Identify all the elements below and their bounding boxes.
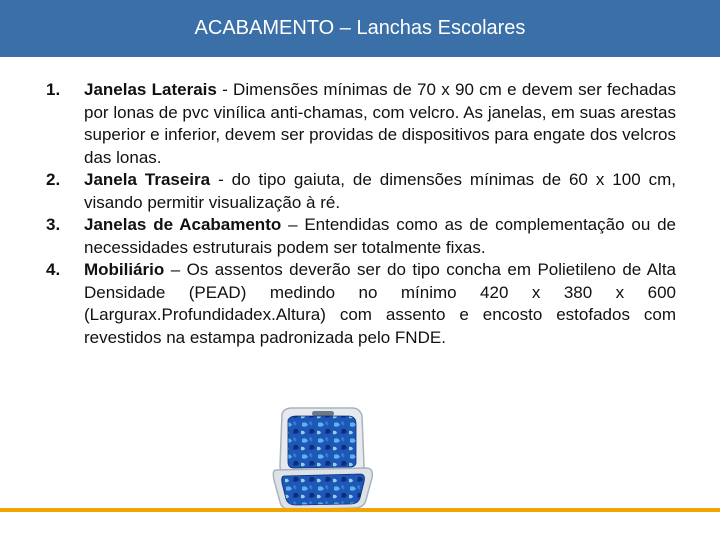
- item-title: Janela Traseira: [84, 170, 211, 189]
- list-item: [46, 79, 676, 169]
- item-text: - do tipo gaiuta, de dimensões mínimas de 60 x 100 cm, visando permitir visualização à ré.: [84, 170, 676, 212]
- list-item: [46, 259, 676, 349]
- footer-accent-line: [0, 508, 720, 512]
- header-bar: [0, 0, 720, 57]
- item-number: 3.: [46, 215, 61, 234]
- page-title: ACABAMENTO – Lanchas Escolares: [194, 17, 526, 39]
- boat-seat-image: [268, 404, 380, 516]
- item-text: - Dimensões mínimas de 70 x 90 cm e devem ser fechadas por lonas de pvc vinílica anti-chamas, com velcro. As janelas, em suas arestas superior e inferior, devem ser providas de dispositivos para engate dos velcros das lonas.: [84, 80, 676, 167]
- item-number: 1.: [46, 80, 61, 99]
- item-title: Janelas Laterais: [84, 80, 217, 99]
- item-text: – Os assentos deverão ser do tipo concha em Polietileno de Alta Densidade (PEAD) medindo no mínimo 420 x 380 x 600 (Largurax.Profundidadex.Altura) com assento e encosto estofados com revestidos na estampa padronizada pelo FNDE.: [84, 260, 676, 347]
- spec-list: [46, 79, 676, 349]
- item-title: Janelas de Acabamento: [84, 215, 282, 234]
- item-text: – Entendidas como as de complementação ou de necessidades estruturais podem ser totalmente fixas.: [84, 215, 676, 257]
- list-item: [46, 169, 676, 214]
- item-number: 4.: [46, 260, 61, 279]
- list-item: [46, 214, 676, 259]
- item-title: Mobiliário: [84, 260, 165, 279]
- item-number: 2.: [46, 170, 61, 189]
